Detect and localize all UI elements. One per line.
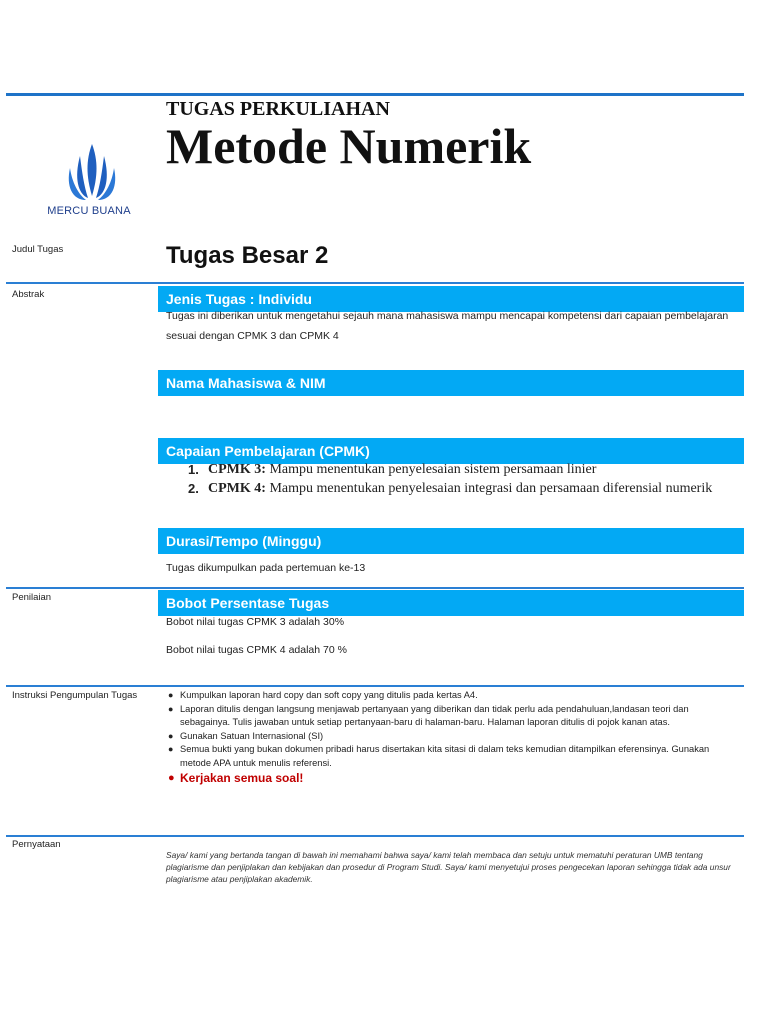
cpmk-item: [188, 461, 738, 478]
label-instruksi: Instruksi Pengumpulan Tugas: [12, 690, 138, 701]
top-rule: [6, 93, 744, 96]
course-type-heading: TUGAS PERKULIAHAN: [166, 98, 390, 120]
cpmk-list: [188, 461, 738, 499]
list-number: 1.: [188, 462, 199, 477]
bobot-bar: Bobot Persentase Tugas: [158, 590, 744, 616]
statement-text: Saya/ kami yang bertanda tangan di bawah ini memahami bahwa saya/ kami telah membaca dan setuju untuk mematuhi peraturan UMB tentang plagiarisme dan penjiplakan dan kebijakan dan prosedur di Program Studi. Saya/ kami menyetujui proses pengecekan laporan sehingga tidak ada unsur plagiarisme atau penjiplakan akademik.: [166, 850, 731, 884]
list-item: [166, 743, 740, 770]
label-penilaian: Penilaian: [12, 592, 52, 603]
list-number: 2.: [188, 481, 199, 496]
bullet-icon: ●: [168, 772, 175, 784]
cpmk-description: Mampu menentukan penyelesaian integrasi dan persamaan diferensial numerik: [265, 481, 713, 496]
university-logo-text: MERCU BUANA: [47, 205, 131, 217]
jenis-tugas-bar: Jenis Tugas : Individu: [158, 286, 744, 312]
cpmk-item: [188, 480, 738, 497]
cpmk-code: CPMK 3:: [208, 462, 266, 477]
jenis-tugas-text: Tugas ini diberikan untuk mengetahui sejauh mana mahasiswa mampu mencapai kompetensi dari capaian pembelajaran sesuai dengan CPMK 3 dan CPMK 4: [166, 310, 729, 342]
instruction-warning-text: Kerjakan semua soal!: [180, 771, 304, 785]
course-title: Metode Numerik: [166, 118, 532, 174]
instruction-list: [166, 689, 740, 787]
label-pernyataan: Pernyataan: [12, 839, 61, 850]
section-rule: [6, 835, 744, 837]
cpmk-code: CPMK 4:: [208, 481, 266, 496]
durasi-text: Tugas dikumpulkan pada pertemuan ke-13: [166, 562, 366, 574]
nama-mahasiswa-bar: Nama Mahasiswa & NIM: [158, 370, 744, 396]
label-judul-tugas: Judul Tugas: [12, 244, 64, 255]
instruction-text: Gunakan Satuan Internasional (SI): [180, 730, 324, 741]
task-title: Tugas Besar 2: [166, 242, 329, 269]
list-item: [166, 689, 740, 703]
section-rule: [6, 587, 744, 589]
bullet-icon: ●: [168, 744, 174, 754]
bullet-icon: ●: [168, 690, 174, 700]
list-item: [166, 730, 740, 744]
list-item: [166, 703, 740, 730]
bullet-icon: ●: [168, 703, 174, 714]
instruction-text: Semua bukti yang bukan dokumen pribadi harus disertakan kita sitasi di dalam teks kemudian ditampilkan eferensinya. Gunakan metode APA untuk menulis referensi.: [180, 744, 710, 768]
instruction-text: Kumpulkan laporan hard copy dan soft copy yang ditulis pada kertas A4.: [180, 690, 478, 700]
label-abstrak: Abstrak: [12, 289, 45, 300]
cpmk-bar: Capaian Pembelajaran (CPMK): [158, 438, 744, 464]
bobot-cpmk4-text: Bobot nilai tugas CPMK 4 adalah 70 %: [166, 644, 347, 656]
bullet-icon: ●: [168, 730, 174, 741]
section-rule: [6, 685, 744, 687]
cpmk-description: Mampu menentukan penyelesaian sistem persamaan linier: [265, 462, 597, 477]
instruction-text: Laporan ditulis dengan langsung menjawab pertanyaan yang diberikan dan tidak perlu ada pendahuluan,landasan teori dan sebagainya. Tulis jawaban untuk setiap pertanyaan-baru di halaman-baru. Halaman laporan ditulis di pojok kanan atas.: [180, 703, 689, 727]
list-item-warning: [166, 770, 740, 787]
durasi-bar: Durasi/Tempo (Minggu): [158, 528, 744, 554]
section-rule: [6, 282, 744, 284]
bobot-cpmk3-text: Bobot nilai tugas CPMK 3 adalah 30%: [166, 616, 345, 628]
